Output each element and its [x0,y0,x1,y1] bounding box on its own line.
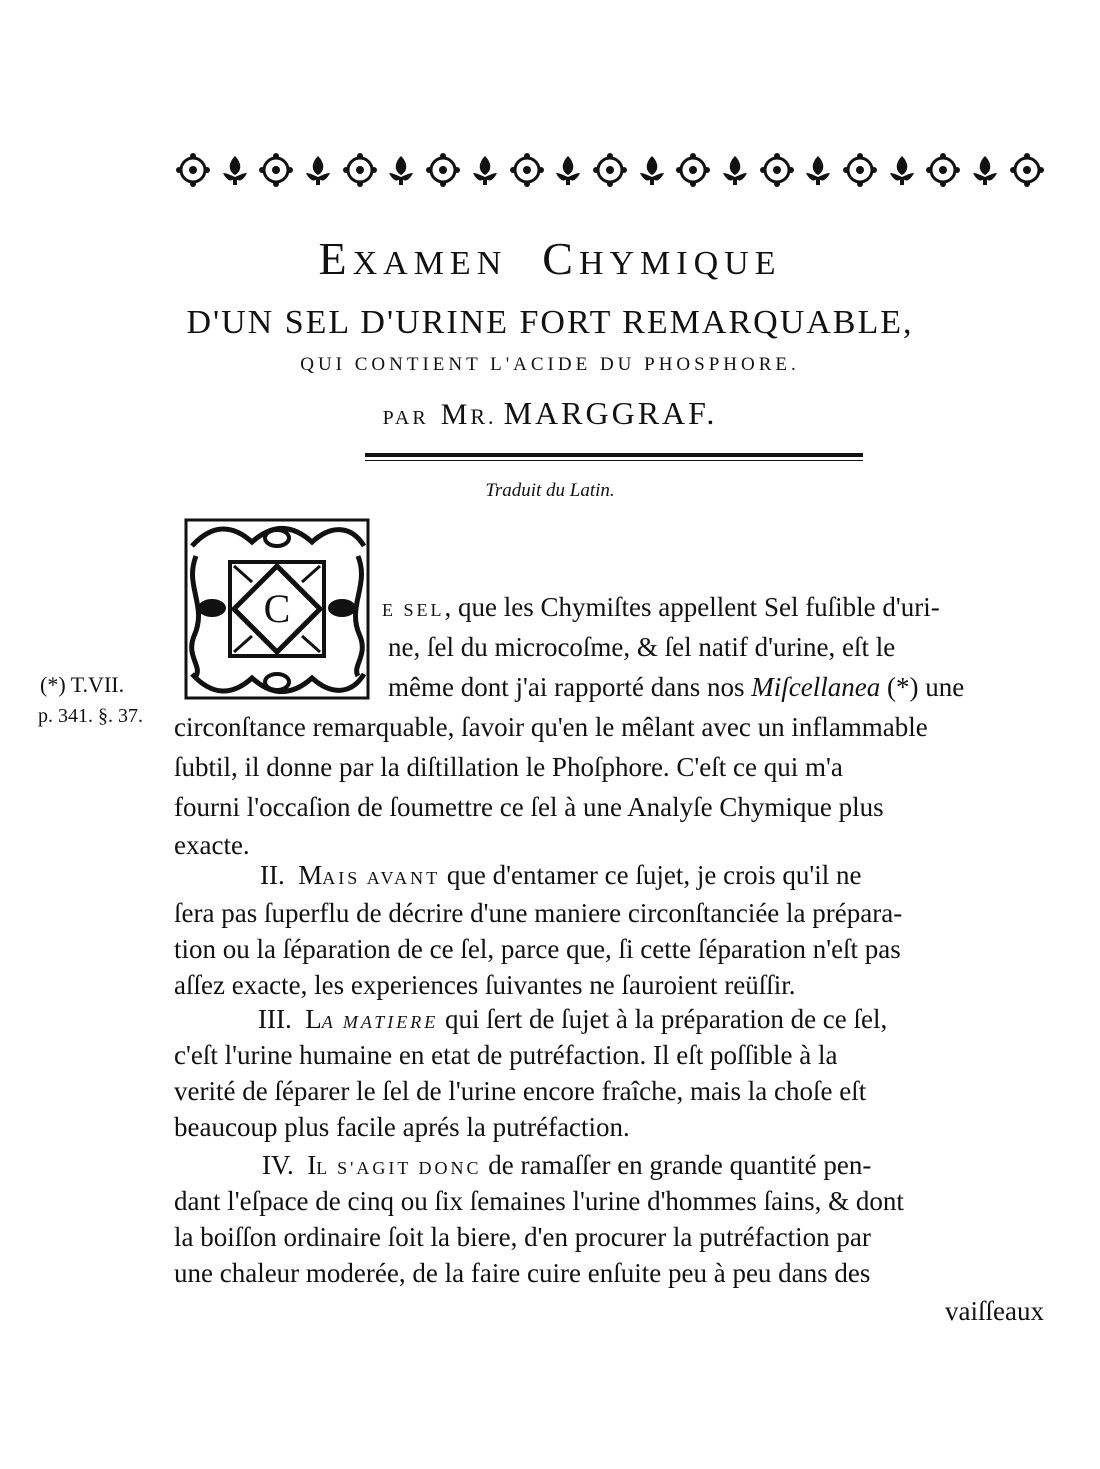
para2-initial: M [298,860,323,890]
byline-mr-initial: M [440,398,471,431]
rosette-ornament-icon [593,153,627,187]
title-initial-e: E [318,233,353,284]
para4-line-3: la boiſſon ordinaire ſoit la biere, d'en procurer la putréfaction par [174,1222,871,1252]
para1-line-3-b: (*) une [880,672,965,702]
para3-line-1 [258,1004,887,1035]
para4-line-1-text: de ramaſſer en grande quantité pen- [481,1150,872,1180]
para1-line-3 [388,672,964,703]
fleuron-ornament-icon [551,153,585,187]
ornament-band [176,142,1044,198]
para2-smallcap: AIS AVANT [322,868,441,888]
para3-number: III. [258,1004,292,1034]
fleuron-ornament-icon [384,153,418,187]
para2-line-3: tion ou la ſéparation de ce ſel, parce que, ſi cette ſéparation n'eſt pas [174,934,901,964]
author-byline [0,395,1100,432]
para1-line-7: exacte. [174,830,250,860]
para4-line-1 [262,1150,871,1181]
rosette-ornament-icon [259,153,293,187]
para1-miscellanea: Miſcellanea [751,672,881,702]
catchword: vaiſſeaux [945,1296,1044,1326]
para1-line-5: ſubtil, il donne par la diſtillation le Phoſphore. C'eſt ce qui m'a [174,752,843,782]
fleuron-ornament-icon [968,153,1002,187]
para2-number: II. [260,860,285,890]
rosette-ornament-icon [176,153,210,187]
drop-cap-letter: C [263,586,291,631]
para3-initial: L [305,1004,322,1034]
fleuron-ornament-icon [885,153,919,187]
page-title [0,232,1100,285]
subtitle-secondary: QUI CONTIENT L'ACIDE DU PHOSPHORE. [300,354,800,375]
para1-line-3-a: même dont j'ai rapporté dans nos [388,672,752,702]
para3-line-2: c'eſt l'urine humaine en etat de putréfaction. Il eſt poſſible à la [174,1040,838,1070]
title-rule-thin [365,460,863,461]
fleuron-ornament-icon [718,153,752,187]
para3-smallcap: A MATIERE [321,1012,439,1032]
title-word-chymique-rest: HYMIQUE [578,245,782,282]
para2-line-4: aſſez exacte, les experiences ſuivantes ne ſauroient reüſſir. [174,970,796,1000]
rosette-ornament-icon [676,153,710,187]
para3-line-3: verité de ſéparer le ſel de l'urine encore fraîche, mais la choſe eſt [174,1076,867,1106]
para2-line-2: ſera pas ſuperflu de décrire d'une maniere circonſtanciée la prépara- [174,898,903,928]
para4-smallcap: L S'AGIT DONC [316,1158,482,1178]
rosette-ornament-icon [1010,153,1044,187]
para1-line-4: circonſtance remarquable, ſavoir qu'en le mêlant avec un inflammable [174,712,928,742]
byline-mr-rest: R. [470,404,497,429]
rosette-ornament-icon [760,153,794,187]
para1-line-6: fourni l'occaſion de ſoumettre ce ſel à une Analyſe Chymique plus [174,792,884,822]
para3-line-1-text: qui ſert de ſujet à la préparation de ce ſel, [438,1004,888,1034]
para2-line-1-text: que d'entamer ce ſujet, je crois qu'il ne [440,860,862,890]
margin-note-line-2: p. 341. §. 37. [38,705,143,727]
para4-number: IV. [262,1150,294,1180]
para4-line-4: une chaleur moderée, de la faire cuire enſuite peu à peu dans des [174,1258,871,1288]
byline-name: MARGGRAF. [503,395,718,431]
para1-line-1-text: , que les Chymiſtes appellent Sel fuſible d'uri- [444,592,940,622]
para4-initial: I [307,1150,317,1180]
rosette-ornament-icon [343,153,377,187]
title-rule-thick [365,453,863,457]
fleuron-ornament-icon [301,153,335,187]
rosette-ornament-icon [426,153,460,187]
fleuron-ornament-icon [468,153,502,187]
byline-par: PAR [382,407,429,429]
title-word-examen-rest: XAMEN [352,245,508,282]
para1-line-1 [382,592,940,623]
para2-line-1 [260,860,861,891]
subtitle: D'UN SEL D'URINE FORT REMARQUABLE, [186,304,914,341]
para3-line-4: beaucoup plus facile aprés la putréfaction. [174,1112,630,1142]
translation-note: Traduit du Latin. [485,480,615,501]
fleuron-ornament-icon [801,153,835,187]
para1-line-2: ne, ſel du microcoſme, & ſel natif d'urine, eſt le [388,632,896,662]
fleuron-ornament-icon [218,153,252,187]
title-initial-c: C [542,233,579,284]
rosette-ornament-icon [843,153,877,187]
para1-smallcap: E SEL [382,600,445,620]
fleuron-ornament-icon [635,153,669,187]
drop-cap-ornament [182,516,372,702]
para4-line-2: dant l'eſpace de cinq ou ſix ſemaines l'urine d'hommes ſains, & dont [174,1186,904,1216]
rosette-ornament-icon [926,153,960,187]
rosette-ornament-icon [510,153,544,187]
margin-note-line-1: (*) T.VII. [40,672,125,697]
